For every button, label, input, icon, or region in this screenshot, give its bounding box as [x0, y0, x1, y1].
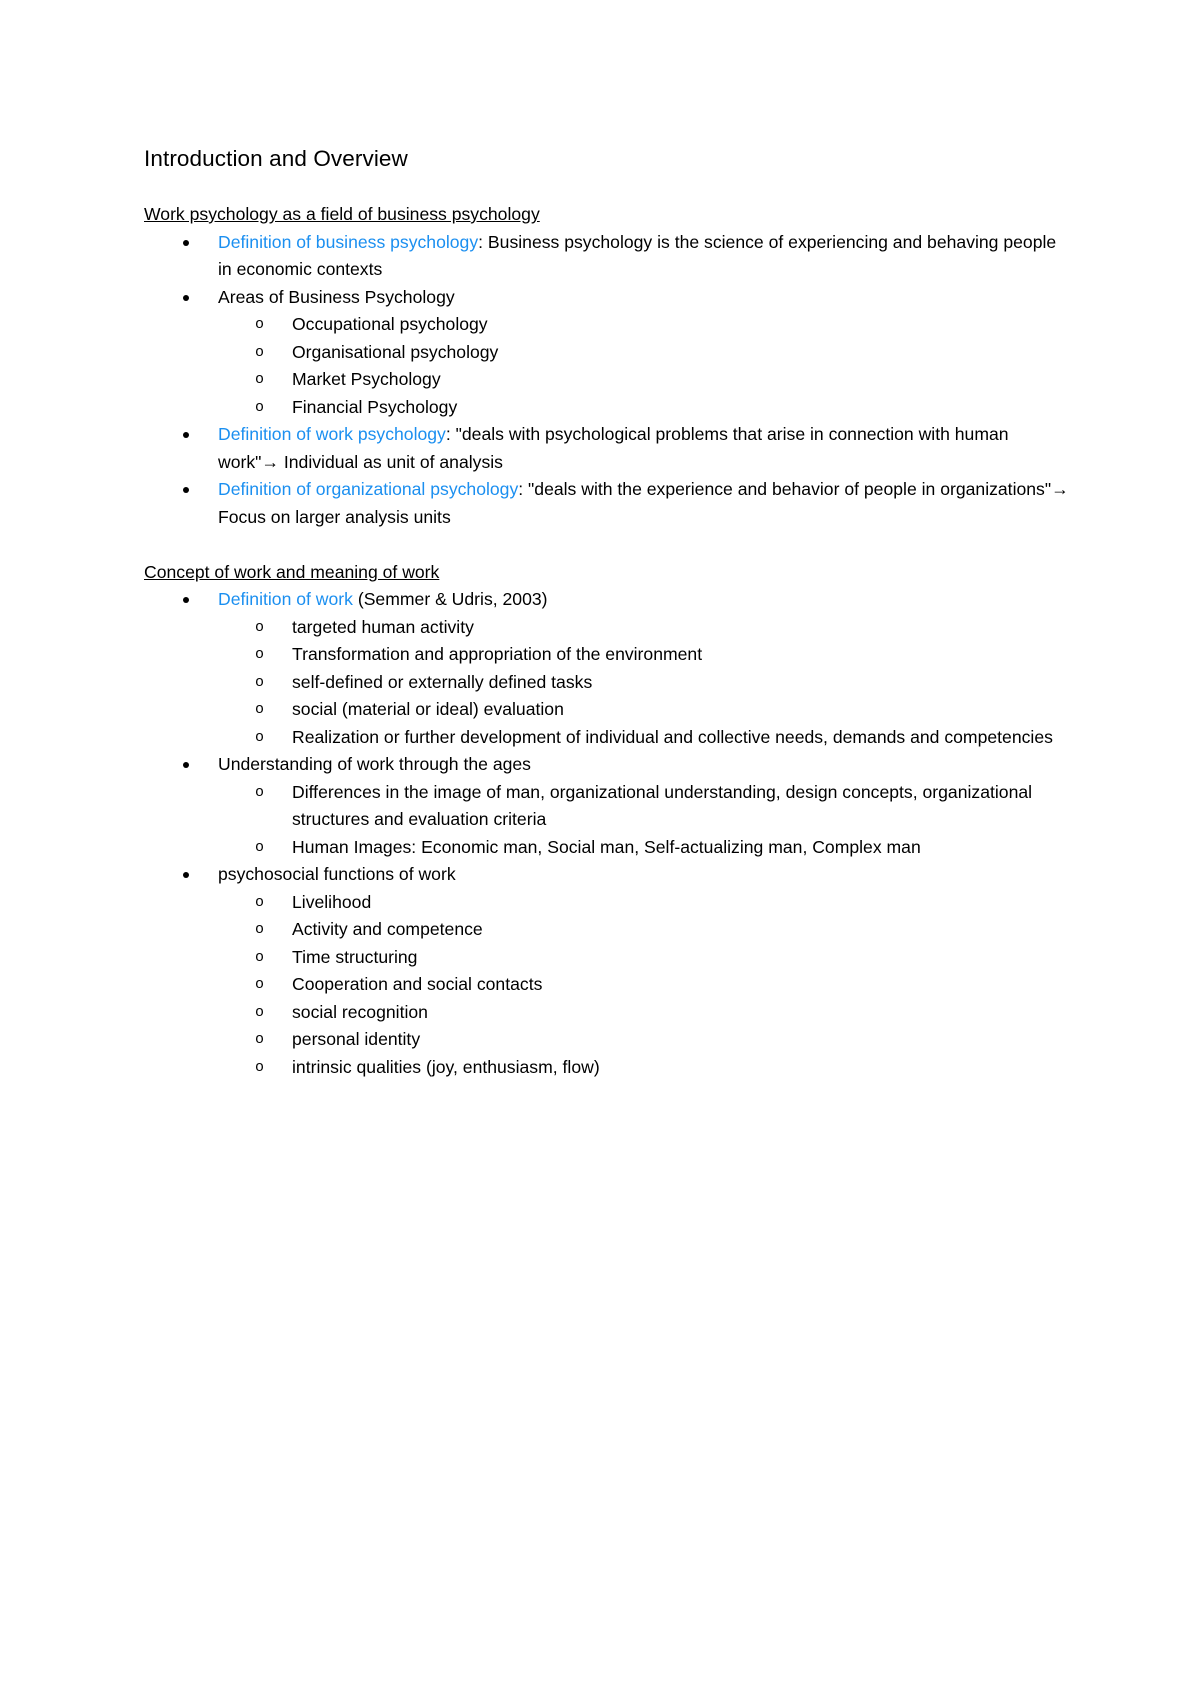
sub-list-item-text: social recognition	[292, 1001, 428, 1022]
circle-bullet-icon: o	[255, 618, 265, 636]
definition-term: Definition of work psychology	[218, 424, 446, 444]
sub-list-item-text: self-defined or externally defined tasks	[292, 671, 593, 692]
circle-bullet-icon: o	[255, 398, 265, 416]
sub-list	[144, 311, 1074, 421]
sub-list-item-text: intrinsic qualities (joy, enthusiasm, flow)	[292, 1056, 600, 1077]
circle-bullet-icon: o	[255, 948, 265, 966]
circle-bullet-icon: o	[255, 1003, 265, 1021]
circle-bullet-icon: o	[255, 976, 265, 993]
bullet-list	[144, 229, 1074, 532]
sub-list-item	[144, 1054, 1074, 1082]
list-item-text: Understanding of work through the ages	[218, 754, 531, 774]
sub-list-item-text: targeted human activity	[292, 616, 474, 637]
bullet-icon	[183, 295, 189, 301]
circle-bullet-icon: o	[255, 343, 265, 361]
sub-list-item	[144, 944, 1074, 972]
circle-bullet-icon: o	[255, 673, 265, 691]
sub-list-item	[144, 834, 1074, 862]
list-item	[144, 751, 1074, 861]
circle-bullet-icon: o	[255, 783, 265, 801]
sub-list-item	[144, 1026, 1074, 1054]
sub-list-item	[144, 669, 1074, 697]
paragraph-spacer	[144, 531, 1074, 559]
document-title: Introduction and Overview	[144, 146, 408, 171]
sub-list-item	[144, 971, 1074, 999]
sub-list-item	[144, 641, 1074, 669]
bullet-icon	[183, 762, 189, 768]
sub-list-item	[144, 394, 1074, 422]
sub-list-item-text: Market Psychology	[292, 369, 441, 389]
list-item	[144, 284, 1074, 422]
sub-list-item	[144, 311, 1074, 339]
sub-list-item	[144, 916, 1074, 944]
circle-bullet-icon: o	[255, 1031, 265, 1048]
sub-list-item-text: social (material or ideal) evaluation	[292, 699, 564, 719]
sub-list-item	[144, 614, 1074, 642]
sub-list	[144, 614, 1074, 752]
sub-list-item	[144, 724, 1074, 752]
circle-bullet-icon: o	[255, 893, 265, 911]
sub-list-item-text: Transformation and appropriation of the environment	[292, 644, 703, 664]
sub-list-item	[144, 366, 1074, 394]
list-item-text: (Semmer & Udris, 2003)	[352, 589, 548, 609]
list-item-text: : Business psychology is the science of experiencing and behaving people in economic contexts	[218, 231, 1057, 279]
sub-list-item	[144, 999, 1074, 1027]
sub-list-item-text: Livelihood	[292, 891, 372, 912]
sub-list-item-text: personal identity	[292, 1029, 421, 1049]
section-concept-of-work	[144, 559, 1074, 1082]
sub-list-item-text: Occupational psychology	[292, 314, 488, 334]
list-item-text: psychosocial functions of work	[218, 864, 456, 884]
sub-list-item-text: Realization or further development of individual and collective needs, demands and competencies	[292, 726, 1053, 747]
list-item-text: : "deals with the experience and behavior of people in organizations"→ Focus on larger analysis units	[218, 479, 1069, 527]
list-item-text: : "deals with psychological problems that arise in connection with human work"→ Individual as unit of analysis	[218, 424, 1009, 472]
list-item-text: Areas of Business Psychology	[218, 286, 455, 307]
sub-list-item	[144, 889, 1074, 917]
definition-term: Definition of organizational psychology	[218, 479, 519, 499]
sub-list-item-text: Financial Psychology	[292, 396, 458, 417]
list-item	[144, 421, 1074, 476]
bullet-icon	[183, 240, 189, 246]
document-content	[144, 144, 1074, 1081]
sub-list-item-text: Organisational psychology	[292, 341, 499, 362]
bullet-icon	[183, 872, 189, 878]
sub-list	[144, 779, 1074, 862]
bullet-list	[144, 586, 1074, 1081]
bullet-icon	[183, 597, 189, 603]
list-item	[144, 476, 1074, 531]
sub-list-item	[144, 696, 1074, 724]
sub-list-item-text: Time structuring	[292, 946, 418, 967]
circle-bullet-icon: o	[255, 316, 265, 333]
sub-list	[144, 889, 1074, 1082]
list-item	[144, 586, 1074, 751]
definition-term: Definition of business psychology	[218, 231, 479, 252]
circle-bullet-icon: o	[255, 701, 265, 718]
circle-bullet-icon: o	[255, 646, 265, 663]
circle-bullet-icon: o	[255, 728, 265, 746]
sub-list-item-text: Activity and competence	[292, 919, 483, 939]
section-work-psychology	[144, 201, 1074, 531]
list-item	[144, 229, 1074, 284]
bullet-icon	[183, 432, 189, 438]
section-heading: Work psychology as a field of business psychology	[144, 204, 540, 224]
circle-bullet-icon: o	[255, 921, 265, 938]
sub-list-item-text: Differences in the image of man, organizational understanding, design concepts, organizational structures and evaluation criteria	[292, 781, 1033, 829]
section-heading: Concept of work and meaning of work	[144, 561, 440, 582]
sub-list-item-text: Cooperation and social contacts	[292, 974, 543, 994]
sub-list-item-text: Human Images: Economic man, Social man, Self-actualizing man, Complex man	[292, 836, 921, 857]
circle-bullet-icon: o	[255, 371, 265, 388]
definition-term: Definition of work	[218, 589, 353, 609]
circle-bullet-icon: o	[255, 838, 265, 856]
circle-bullet-icon: o	[255, 1058, 265, 1076]
list-item	[144, 861, 1074, 1081]
bullet-icon	[183, 487, 189, 493]
sub-list-item	[144, 779, 1074, 834]
sub-list-item	[144, 339, 1074, 367]
